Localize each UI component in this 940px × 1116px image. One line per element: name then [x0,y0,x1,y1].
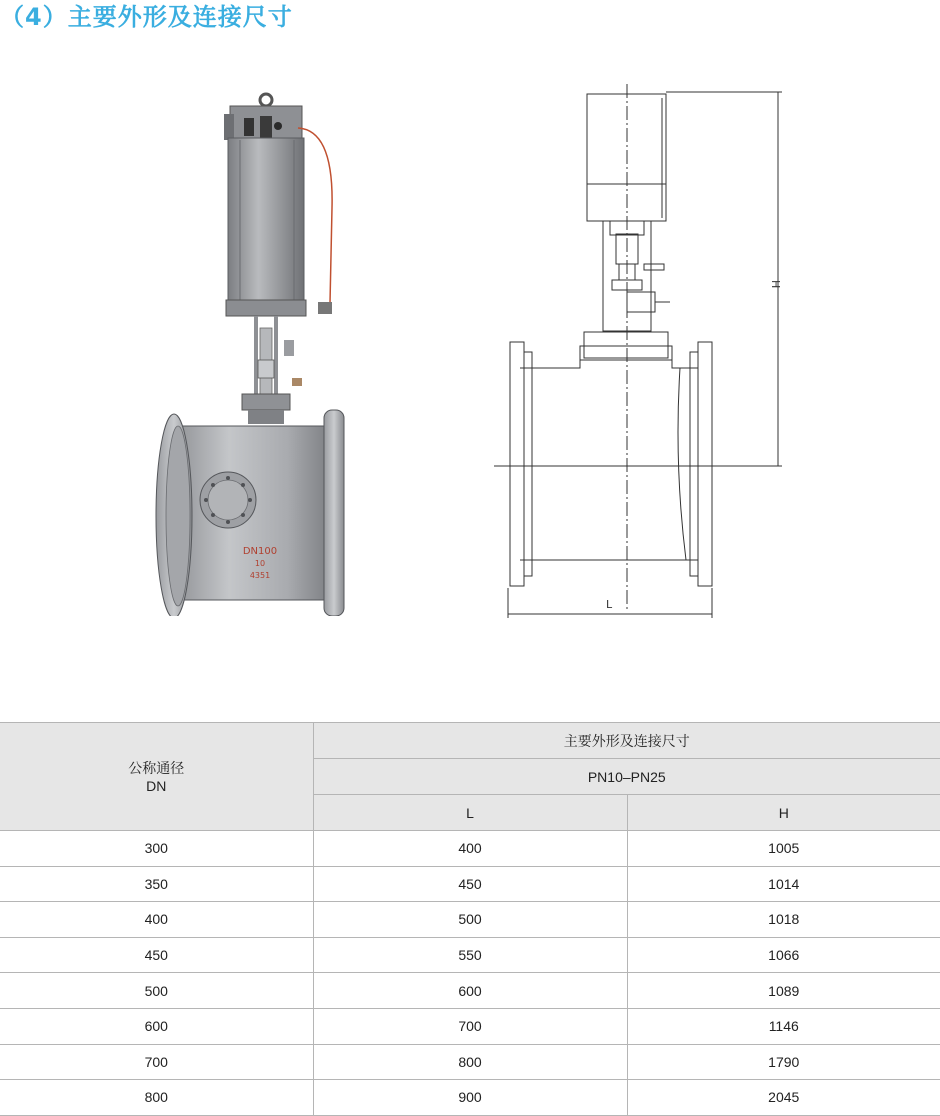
header-dn-en: DN [146,777,167,794]
section-title: （4）主要外形及连接尺寸 [0,3,293,31]
table-row [0,902,940,938]
dim-label-l: L [606,598,613,611]
table-row [0,831,940,867]
body-marking-2: 10 [254,559,266,568]
dimension-table [0,722,940,1116]
cell-l: 600 [313,973,627,1009]
table-row [0,1008,940,1044]
header-dn-cn: 公称通径 [128,759,185,776]
cell-l: 900 [313,1080,627,1116]
cell-dn: 800 [0,1080,313,1116]
table-row [0,973,940,1009]
header-dn [0,723,313,831]
cell-l: 700 [313,1008,627,1044]
cell-dn: 400 [0,902,313,938]
table-row [0,866,940,902]
body-marking-dn: DN100 [242,546,278,557]
cell-dn: 600 [0,1008,313,1044]
body-marking-3: 4351 [249,571,271,580]
cell-l: 400 [313,831,627,867]
valve-photo [148,88,360,616]
cell-dn: 500 [0,973,313,1009]
header-h: H [627,795,940,831]
header-pressure: PN10–PN25 [313,759,940,795]
cell-h: 1005 [627,831,940,867]
cell-l: 550 [313,937,627,973]
cell-h: 1066 [627,937,940,973]
table-row [0,1044,940,1080]
cell-dn: 350 [0,866,313,902]
cell-dn: 700 [0,1044,313,1080]
header-l: L [313,795,627,831]
cell-h: 1014 [627,866,940,902]
cell-h: 1790 [627,1044,940,1080]
table-row [0,1080,940,1116]
table-row [0,937,940,973]
cell-l: 450 [313,866,627,902]
cell-h: 1089 [627,973,940,1009]
cell-h: 1018 [627,902,940,938]
dim-label-h: H [769,280,782,289]
cell-dn: 300 [0,831,313,867]
cell-l: 800 [313,1044,627,1080]
cell-dn: 450 [0,937,313,973]
table-header-row-1 [0,723,940,759]
cell-h: 2045 [627,1080,940,1116]
header-group: 主要外形及连接尺寸 [313,723,940,759]
valve-dimension-drawing [490,84,790,624]
cell-l: 500 [313,902,627,938]
cell-h: 1146 [627,1008,940,1044]
